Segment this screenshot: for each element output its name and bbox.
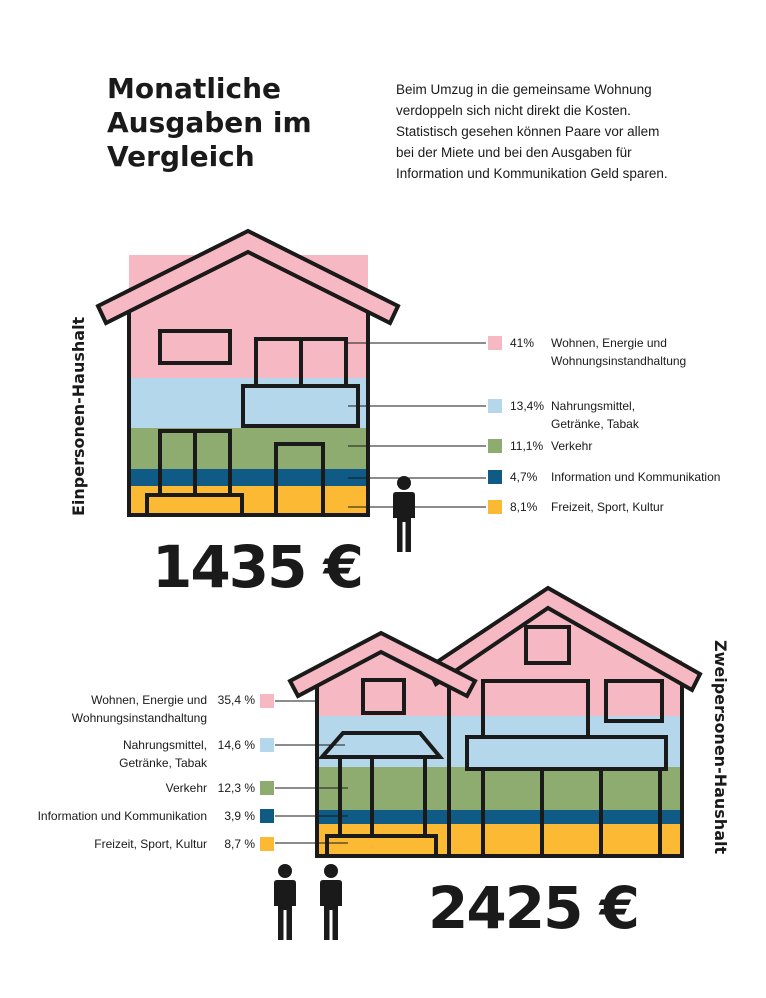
- single-swatch-freizeit: [488, 500, 502, 514]
- couple-legend-pct: 3,9 %: [224, 809, 255, 823]
- couple-swatches: [260, 694, 274, 851]
- single-legend-information: [510, 468, 750, 486]
- single-swatches: [488, 336, 502, 514]
- couple-houses: [290, 588, 700, 856]
- single-band-verkehr: [129, 428, 368, 469]
- single-band-information: [129, 469, 368, 486]
- single-legend-wohnen: [510, 334, 750, 370]
- person-icon: [274, 864, 296, 940]
- single-legend-pct: 13,4%: [510, 399, 545, 413]
- single-legend-pct: 8,1%: [510, 500, 538, 514]
- person-icon: [320, 864, 342, 940]
- couple-swatch-freizeit: [260, 837, 274, 851]
- couple-legend-label: Information und Kommunikation: [37, 809, 207, 823]
- single-household-label: Einpersonen-Haushalt: [69, 316, 88, 516]
- single-legend-nahrung: [510, 397, 750, 433]
- couple-legend-label: Wohnen, Energie und Wohnungsinstandhaltung: [71, 693, 207, 725]
- couple-legend-pct: 8,7 %: [224, 837, 255, 851]
- single-legend-label: Information und Kommunikation: [551, 470, 721, 484]
- person-icon: [393, 476, 415, 552]
- single-legend-verkehr: [510, 437, 750, 455]
- couple-legend-pct: 14,6 %: [217, 738, 255, 752]
- single-swatch-verkehr: [488, 439, 502, 453]
- couple-swatch-nahrung: [260, 738, 274, 752]
- couple-legend-wohnen: [10, 691, 255, 727]
- couple-legend-label: Nahrungsmittel, Getränke, Tabak: [119, 738, 207, 770]
- couple-swatch-information: [260, 809, 274, 823]
- couple-swatch-verkehr: [260, 781, 274, 795]
- couple-legend-nahrung: [10, 736, 255, 772]
- single-legend-label: Nahrungsmittel, Getränke, Tabak: [551, 399, 639, 431]
- single-legend-label: Verkehr: [551, 439, 593, 453]
- couple-small-band-information: [317, 810, 449, 824]
- couple-small-band-wohnen: [317, 680, 449, 716]
- single-band-freizeit: [129, 486, 368, 515]
- single-swatch-wohnen: [488, 336, 502, 350]
- single-total-amount: 1435 €: [152, 533, 362, 601]
- couple-legend-pct: 12,3 %: [217, 781, 255, 795]
- couple-small-band-freizeit: [317, 824, 449, 856]
- couple-legend-freizeit: [10, 835, 255, 853]
- couple-legend-label: Freizeit, Sport, Kultur: [94, 837, 207, 851]
- single-legend-label: Wohnen, Energie und Wohnungsinstandhaltung: [551, 336, 687, 368]
- single-legend-pct: 41%: [510, 336, 535, 350]
- couple-legend-information: [10, 807, 255, 825]
- couple-household-label: Zweipersonen-Haushalt: [711, 640, 730, 855]
- single-swatch-information: [488, 470, 502, 484]
- couple-legend-pct: 35,4 %: [217, 693, 255, 707]
- single-legend-pct: 4,7%: [510, 470, 538, 484]
- couple-legend-verkehr: [10, 779, 255, 797]
- page-title: Monatliche Ausgaben im Vergleich: [107, 72, 312, 173]
- couple-total-amount: 2425 €: [428, 874, 638, 942]
- single-swatch-nahrung: [488, 399, 502, 413]
- intro-text: Beim Umzug in die gemeinsame Wohnung verdoppeln sich nicht direkt die Kosten. Statistisch gesehen können Paare vor allem bei der Miete und bei den Ausgaben für Information und Kommunikation Geld sparen.: [396, 82, 668, 181]
- couple-swatch-wohnen: [260, 694, 274, 708]
- single-legend-pct: 11,1%: [510, 439, 544, 453]
- single-legend-label: Freizeit, Sport, Kultur: [551, 500, 664, 514]
- single-house: [98, 231, 398, 515]
- couple-legend-label: Verkehr: [165, 781, 207, 795]
- single-legend-freizeit: [510, 498, 750, 516]
